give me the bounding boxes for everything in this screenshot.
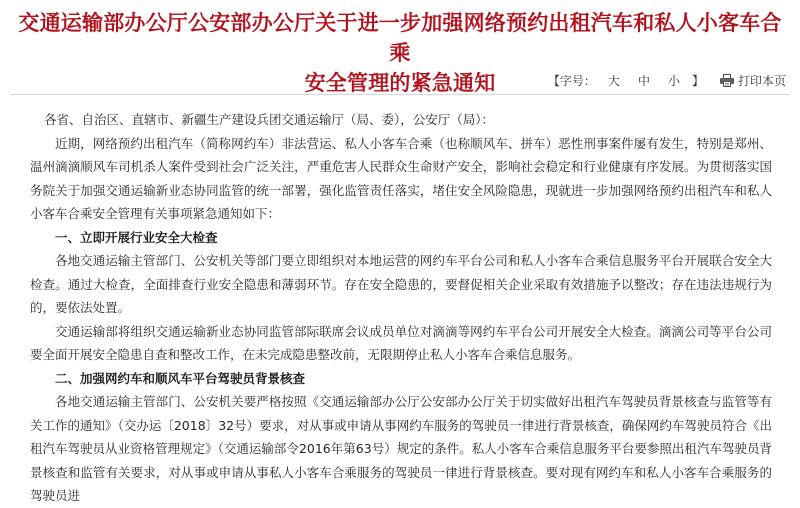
article-toolbar [10, 66, 790, 95]
notice-title-line2: 安全管理的紧急通知 [304, 71, 496, 95]
font-size-small-link[interactable]: 小 [667, 74, 680, 88]
toolbar-controls [548, 72, 786, 89]
section-1-heading: 一、立即开展行业安全大检查 [55, 229, 218, 245]
print-page-label: 打印本页 [737, 74, 786, 88]
notice-title-line1: 交通运输部办公厅公安部办公厅关于进一步加强网络预约出租汽车和私人小客车合乘 [18, 11, 782, 65]
font-size-bracket-close: 】 [691, 74, 704, 88]
font-size-label: 【字号： [547, 74, 596, 88]
section-2-paragraph-1: 各地交通运输主管部门、公安机关要严格按照《交通运输部办公厅公安部办公厅关于切实做好出租汽车驾驶员背景核查与监管等有关工作的通知》（交办运〔2018〕32号）要求，对从事或申请从事网约车服务的驾驶员一律进行背景核查，确保网约车驾驶员符合《出租汽车驾驶员从业资格管理规定》（交通运输部令2016年第63号）规定的条件。私人小客车合乘信息服务平台要参照出租汽车驾驶员背景核查和监管有关要求，对从事或申请从事私人小客车合乘服务的驾驶员一律进行背景核查。要对现有网约车和私人小客车合乘服务的驾驶员进 [30, 394, 772, 503]
intro-paragraph: 近期，网络预约出租汽车（简称网约车）非法营运、私人小客车合乘（也称顺风车、拼车）恶性刑事案件屡有发生，特别是郑州、温州滴滴顺风车司机杀人案件受到社会广泛关注，严重危害人民群众生命财产安全，影响社会稳定和行业健康有序发展。为贯彻落实国务院关于加强交通运输新业态协同监管的统一部署，强化监管责任落实，堵住安全风险隐患，现就进一步加强网络预约出租汽车和私人小客车合乘安全管理有关事项紧急通知如下： [30, 135, 772, 221]
section-2-heading: 二、加强网约车和顺风车平台驾驶员背景核查 [55, 370, 306, 386]
salutation: 各省、自治区、直辖市、新疆生产建设兵团交通运输厅（局、委），公安厅（局）： [44, 112, 495, 127]
section-1-paragraph-1: 各地交通运输主管部门、公安机关等部门要立即组织对本地运营的网约车平台公司和私人小客车合乘信息服务平台开展联合安全大检查。通过大检查，全面排查行业安全隐患和薄弱环节。存在安全隐患的，要督促相关企业采取有效措施予以整改；存在违法违规行为的，要依法处置。 [30, 253, 772, 315]
font-size-large-link[interactable]: 大 [607, 74, 620, 88]
section-1-paragraph-2: 交通运输部将组织交通运输新业态协同监管部际联席会议成员单位对滴滴等网约车平台公司开展安全大检查。滴滴公司等平台公司要全面开展安全隐患自查和整改工作，在未完成隐患整改前，无限期停止私人小客车合乘信息服务。 [30, 323, 772, 362]
notice-body [30, 108, 772, 508]
printer-icon [720, 74, 734, 87]
print-page-button[interactable] [720, 72, 786, 89]
font-size-medium-link[interactable]: 中 [637, 74, 650, 88]
